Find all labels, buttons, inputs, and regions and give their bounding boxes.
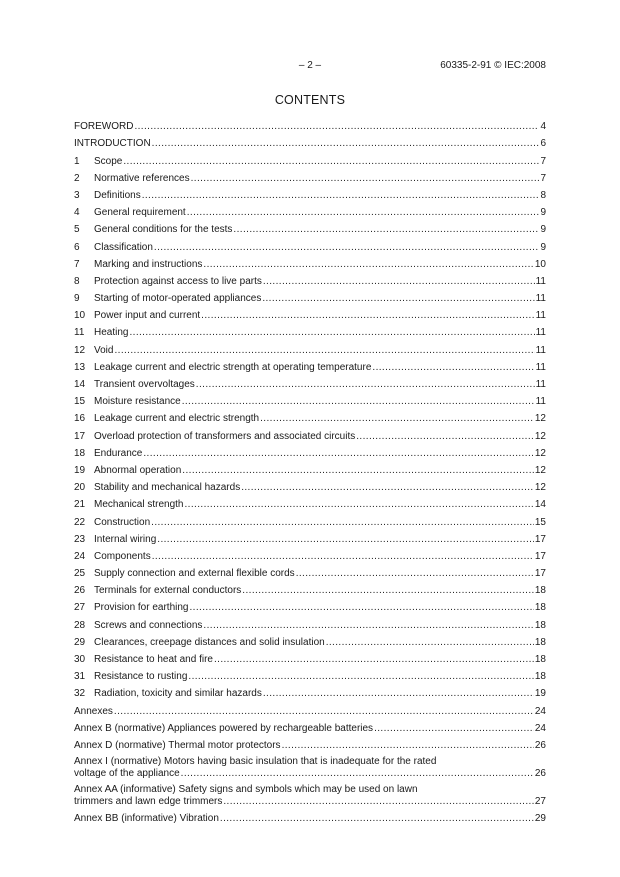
toc-entry-number: 13 [74, 361, 86, 373]
toc-entry[interactable] [74, 408, 546, 425]
leader-dots [326, 637, 534, 649]
toc-entry-page: 27 [534, 795, 546, 807]
toc-entry-label: Clearances, creepage distances and solid insulation [94, 636, 325, 648]
leader-dots [260, 413, 534, 425]
toc-entry-page: 12 [534, 430, 546, 442]
toc-entry-number: 2 [74, 172, 80, 184]
toc-entry-label: Leakage current and electric strength [94, 413, 260, 425]
leader-dots [142, 190, 540, 202]
toc-entry-number: 26 [74, 585, 86, 597]
toc-entry[interactable] [74, 477, 546, 494]
toc-entry-number: 23 [74, 533, 86, 545]
leader-dots [220, 813, 534, 825]
toc-entry[interactable] [74, 116, 546, 133]
toc-entry-label: Power input and current [94, 310, 201, 322]
toc-entry-page: 24 [534, 705, 546, 717]
toc-entry-number: 30 [74, 654, 86, 665]
toc-entry-label: Scope [94, 155, 123, 167]
toc-entry-page: 10 [534, 258, 546, 270]
table-of-contents [74, 116, 546, 825]
toc-entry[interactable] [74, 632, 546, 649]
toc-entry-label: Radiation, toxicity and similar hazards [94, 688, 262, 700]
toc-entry-page: 4 [540, 121, 546, 133]
toc-entry-label: Construction [94, 516, 151, 528]
toc-entry-page: 11 [535, 293, 546, 305]
leader-dots [242, 585, 534, 597]
leader-dots [196, 379, 535, 391]
leader-dots [374, 723, 534, 735]
toc-entry-page: 17 [534, 533, 546, 545]
toc-entry-page: 11 [535, 379, 546, 390]
toc-entry[interactable] [74, 546, 546, 563]
toc-entry-page: 12 [534, 413, 546, 425]
leader-dots [203, 620, 533, 632]
toc-entry-label: Internal wiring [94, 533, 157, 545]
toc-entry-number: 32 [74, 688, 86, 700]
toc-entry-page: 18 [534, 602, 546, 614]
leader-dots [201, 310, 534, 322]
toc-entry-page: 29 [534, 813, 546, 825]
toc-entry-page: 18 [534, 671, 546, 683]
toc-entry-page: 7 [540, 155, 546, 167]
toc-entry[interactable] [74, 185, 546, 202]
toc-entry-label: Marking and instructions [94, 258, 203, 270]
leader-dots [152, 138, 540, 150]
toc-entry-number: 1 [74, 155, 80, 167]
toc-entry[interactable] [74, 425, 546, 442]
toc-entry[interactable] [74, 288, 546, 305]
toc-entry[interactable] [74, 254, 546, 271]
leader-dots [241, 482, 534, 494]
document-reference: 60335-2-91 © IEC:2008 [440, 60, 546, 71]
toc-entry-number: 4 [74, 207, 80, 219]
toc-entry[interactable] [74, 322, 546, 339]
toc-entry-number: 27 [74, 602, 86, 614]
toc-entry-number: 8 [74, 275, 80, 287]
toc-entry[interactable] [74, 271, 546, 288]
toc-entry-page: 18 [534, 585, 546, 597]
toc-entry-page: 11 [535, 310, 546, 322]
toc-entry-page: 11 [535, 275, 546, 287]
toc-entry-number: 16 [74, 413, 86, 425]
toc-entry-label: Screws and connections [94, 619, 203, 631]
toc-entry-label: Resistance to heat and fire [94, 654, 213, 665]
toc-entry-number: 25 [74, 568, 86, 580]
toc-entry-page: 11 [535, 344, 546, 356]
page-number: – 2 – [298, 60, 322, 71]
toc-entry-page: 17 [534, 568, 546, 580]
toc-entry-label: Leakage current and electric strength at operating temperature [94, 361, 372, 373]
leader-dots [114, 345, 534, 357]
toc-entry-page: 12 [534, 447, 546, 459]
toc-entry-page: 24 [534, 722, 546, 734]
toc-entry[interactable] [74, 752, 546, 780]
toc-entry-label: Annex B (normative) Appliances powered by rechargeable batteries [74, 722, 374, 734]
contents-title: CONTENTS [274, 93, 346, 107]
leader-dots [151, 517, 534, 529]
toc-entry-page: 18 [534, 636, 546, 648]
leader-dots [129, 327, 534, 339]
toc-entry-number: 22 [74, 516, 86, 528]
leader-dots [182, 396, 535, 408]
leader-dots [262, 293, 534, 305]
toc-entry[interactable] [74, 339, 546, 356]
toc-entry-number: 5 [74, 224, 80, 236]
toc-entry[interactable] [74, 718, 546, 735]
leader-dots [282, 740, 534, 752]
toc-entry-label: Classification [94, 241, 153, 253]
toc-entry-page: 15 [534, 516, 546, 528]
toc-entry[interactable] [74, 168, 546, 185]
toc-entry-page: 17 [534, 550, 546, 562]
toc-entry-number: 12 [74, 344, 86, 356]
toc-entry[interactable] [74, 780, 546, 808]
toc-entry-label: General conditions for the tests [94, 224, 233, 236]
toc-entry-label: Transient overvoltages [94, 379, 195, 390]
toc-entry-page: 14 [534, 499, 546, 511]
toc-entry[interactable] [74, 357, 546, 374]
toc-entry-page: 7 [540, 172, 546, 184]
toc-entry[interactable] [74, 305, 546, 322]
toc-entry[interactable] [74, 614, 546, 631]
leader-dots [233, 224, 539, 236]
toc-entry-number: 24 [74, 550, 86, 562]
toc-entry-label: Void [94, 344, 114, 356]
leader-dots [185, 499, 534, 511]
leader-dots [223, 796, 534, 808]
toc-entry-label: Annex D (normative) Thermal motor protectors [74, 739, 281, 751]
toc-entry-label: General requirement [94, 207, 186, 219]
toc-entry[interactable] [74, 511, 546, 528]
toc-entry-label-line2: trimmers and lawn edge trimmers [74, 795, 223, 807]
toc-entry-page: 26 [534, 739, 546, 751]
toc-entry[interactable] [74, 443, 546, 460]
leader-dots [190, 602, 534, 614]
toc-entry-number: 3 [74, 189, 80, 201]
toc-entry[interactable] [74, 460, 546, 477]
toc-entry-number: 15 [74, 396, 86, 408]
toc-entry-label: INTRODUCTION [74, 138, 151, 150]
toc-entry-page: 6 [540, 138, 546, 150]
toc-entry-label: Annexes [74, 705, 113, 717]
toc-entry-number: 10 [74, 310, 86, 322]
toc-entry[interactable] [74, 808, 546, 825]
toc-entry-label: Moisture resistance [94, 396, 181, 408]
toc-entry-label: Terminals for external conductors [94, 585, 242, 597]
toc-entry[interactable] [74, 649, 546, 666]
leader-dots [123, 156, 539, 168]
leader-dots [296, 568, 534, 580]
toc-entry[interactable] [74, 666, 546, 683]
toc-entry-number: 18 [74, 447, 86, 459]
toc-entry[interactable] [74, 700, 546, 717]
toc-entry-number: 7 [74, 258, 80, 270]
toc-entry-page: 11 [535, 396, 546, 408]
toc-entry-label: Normative references [94, 172, 190, 184]
leader-dots [188, 671, 533, 683]
toc-entry[interactable] [74, 683, 546, 700]
leader-dots [114, 706, 534, 718]
toc-entry-label: Definitions [94, 189, 141, 201]
leader-dots [182, 465, 534, 477]
leader-dots [372, 362, 534, 374]
toc-entry-number: 11 [74, 327, 85, 339]
leader-dots [181, 768, 534, 780]
toc-entry-number: 28 [74, 619, 86, 631]
toc-entry-label: Starting of motor-operated appliances [94, 293, 262, 305]
toc-entry-label: Endurance [94, 447, 143, 459]
leader-dots [152, 551, 534, 563]
leader-dots [187, 207, 540, 219]
toc-entry[interactable] [74, 374, 546, 391]
leader-dots [143, 448, 534, 460]
toc-entry-number: 14 [74, 379, 86, 390]
toc-entry-label: Overload protection of transformers and associated circuits [94, 430, 356, 442]
toc-entry-number: 19 [74, 464, 86, 476]
leader-dots [191, 173, 540, 185]
toc-entry-page: 12 [534, 464, 546, 476]
toc-entry-number: 21 [74, 499, 86, 511]
toc-entry-label: Components [94, 550, 151, 562]
leader-dots [203, 259, 533, 271]
toc-entry[interactable] [74, 580, 546, 597]
leader-dots [263, 688, 534, 700]
toc-entry-label: Protection against access to live parts [94, 275, 262, 287]
toc-entry-page: 8 [540, 189, 546, 201]
toc-entry-page: 9 [540, 241, 546, 253]
toc-entry-label: Provision for earthing [94, 602, 189, 614]
toc-entry[interactable] [74, 202, 546, 219]
toc-entry-label: Annex BB (informative) Vibration [74, 813, 219, 825]
toc-entry[interactable] [74, 219, 546, 236]
toc-entry[interactable] [74, 391, 546, 408]
toc-entry-label: FOREWORD [74, 121, 134, 133]
toc-entry-label: Mechanical strength [94, 499, 184, 511]
leader-dots [154, 242, 540, 254]
toc-entry-number: 17 [74, 430, 86, 442]
toc-entry-number: 6 [74, 241, 80, 253]
toc-entry[interactable] [74, 236, 546, 253]
leader-dots [263, 276, 535, 288]
toc-entry[interactable] [74, 494, 546, 511]
toc-entry[interactable] [74, 150, 546, 167]
leader-dots [134, 121, 539, 133]
toc-entry-number: 29 [74, 636, 86, 648]
toc-entry-page: 26 [534, 767, 546, 779]
toc-entry-page: 18 [534, 619, 546, 631]
toc-entry-label: Supply connection and external flexible cords [94, 568, 295, 580]
toc-entry-label: Stability and mechanical hazards [94, 482, 241, 494]
toc-entry-number: 31 [74, 671, 86, 683]
toc-entry-number: 9 [74, 293, 80, 305]
toc-entry-page: 9 [540, 224, 546, 236]
toc-entry-page: 12 [534, 482, 546, 494]
toc-entry-label: Abnormal operation [94, 464, 182, 476]
toc-entry-label-line1: Annex I (normative) Motors having basic insulation that is inadequate for the rated [74, 755, 437, 767]
leader-dots [214, 654, 534, 666]
toc-entry-label: Resistance to rusting [94, 671, 188, 683]
toc-entry[interactable] [74, 133, 546, 150]
toc-entry-label: Heating [94, 327, 129, 339]
toc-entry-label-line1: Annex AA (informative) Safety signs and symbols which may be used on lawn [74, 783, 418, 795]
toc-entry[interactable] [74, 529, 546, 546]
leader-dots [157, 534, 534, 546]
toc-entry-page: 19 [534, 688, 546, 700]
leader-dots [356, 431, 534, 443]
toc-entry-label-line2: voltage of the appliance [74, 767, 180, 779]
toc-entry-page: 9 [540, 207, 546, 219]
toc-entry-number: 20 [74, 482, 86, 494]
toc-entry[interactable] [74, 597, 546, 614]
toc-entry-page: 11 [535, 361, 546, 373]
toc-entry-page: 18 [534, 654, 546, 665]
toc-entry-page: 11 [535, 327, 546, 339]
toc-entry[interactable] [74, 735, 546, 752]
toc-entry[interactable] [74, 563, 546, 580]
